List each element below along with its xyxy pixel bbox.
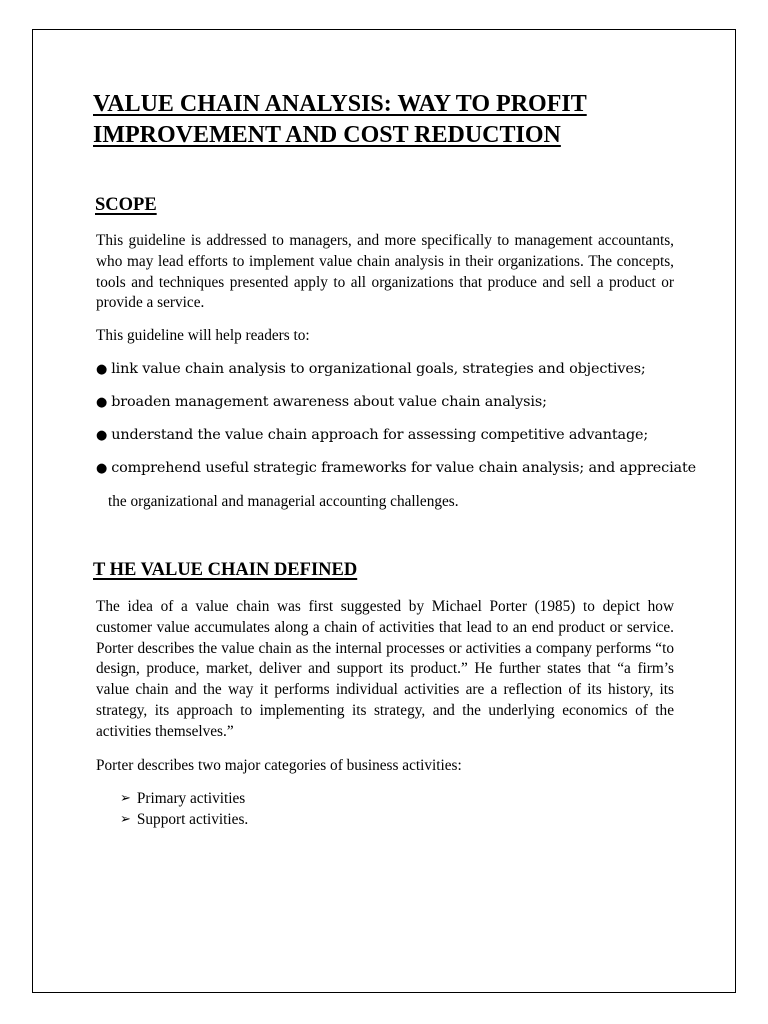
category-list-item xyxy=(120,789,245,809)
bullet-dot-icon: ● xyxy=(96,461,108,476)
category-list-item xyxy=(120,810,248,830)
scope-bullet-item xyxy=(96,458,696,479)
scope-bullet-text: broaden management awareness about value chain analysis; xyxy=(111,394,547,410)
category-label: Support activities. xyxy=(136,811,249,828)
scope-bullet-text: understand the value chain approach for assessing competitive advantage; xyxy=(111,427,649,443)
bullet-dot-icon: ● xyxy=(96,362,108,377)
bullet-dot-icon: ● xyxy=(96,395,108,410)
document-title xyxy=(93,89,693,151)
categories-intro: Porter describes two major categories of business activities: xyxy=(96,757,462,774)
value-chain-paragraph: The idea of a value chain was first suggested by Michael Porter (1985) to depict how customer value accumulates along a chain of activities that lead to an end product or service. Porter describes the value chain as the internal processes or activities a company performs “to design, produce, market, deliver and support its product.” He further states that “a firm’s value chain and the way it performs individual activities are a reflection of its history, its strategy, its approach to implementing its strategy, and the underlying economics of the activities themselves.” xyxy=(96,598,674,740)
scope-bullet-item xyxy=(96,392,547,413)
scope-bullet-item xyxy=(96,425,648,446)
document-title-line-1: VALUE CHAIN ANALYSIS: WAY TO PROFIT xyxy=(93,91,587,117)
category-label: Primary activities xyxy=(136,790,246,807)
scope-heading: SCOPE xyxy=(95,195,157,215)
scope-bullet-continuation: the organizational and managerial accounting challenges. xyxy=(108,493,459,510)
value-chain-heading: T HE VALUE CHAIN DEFINED xyxy=(93,560,358,580)
scope-bullet-text: comprehend useful strategic frameworks for value chain analysis; and appreciate xyxy=(111,460,696,476)
scope-bullet-text: link value chain analysis to organizational goals, strategies and objectives; xyxy=(111,361,646,377)
scope-help-intro: This guideline will help readers to: xyxy=(96,327,310,344)
scope-intro-paragraph: This guideline is addressed to managers, and more specifically to management accountants, who may lead efforts to implement value chain analysis in their organizations. The concepts, tools and techniques presented apply to all organizations that produce and sell a product or provide a service. xyxy=(96,232,674,312)
document-title-line-2: IMPROVEMENT AND COST REDUCTION xyxy=(93,122,561,148)
arrow-bullet-icon: ➢ xyxy=(120,790,131,805)
bullet-dot-icon: ● xyxy=(96,428,108,443)
scope-bullet-item xyxy=(96,359,646,380)
arrow-bullet-icon: ➢ xyxy=(120,811,131,826)
